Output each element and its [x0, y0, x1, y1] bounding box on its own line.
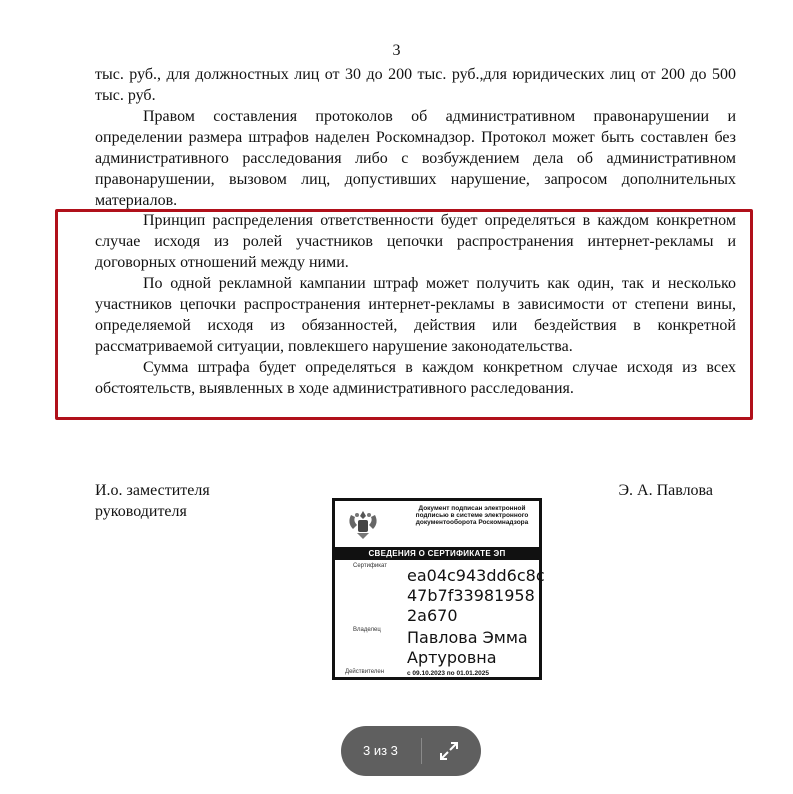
paragraph: тыс. руб., для должностных лиц от 30 до 200 тыс. руб.,для юридических лиц от 200 до 500 тыс. руб.: [95, 66, 736, 104]
cert-value-line: 47b7f33981958: [407, 586, 535, 605]
valid-dates: с 09.10.2023 по 01.01.2025: [407, 670, 489, 677]
stamp-title-bar: СВЕДЕНИЯ О СЕРТИФИКАТЕ ЭП: [335, 547, 539, 560]
cert-label: Сертификат: [353, 563, 387, 569]
signatory-position: [95, 480, 210, 522]
cert-value-line: 2a670: [407, 606, 458, 625]
signatory-name: Э. А. Павлова: [618, 482, 713, 499]
text-block-top: [95, 64, 736, 211]
owner-label: Владелец: [353, 627, 381, 633]
coat-of-arms-icon: [343, 507, 383, 543]
valid-label: Действителен: [345, 669, 385, 675]
pager-divider: [421, 738, 422, 764]
position-line: руководителя: [95, 503, 187, 520]
page-pager: [341, 726, 481, 776]
owner-value-line: Павлова Эмма: [407, 628, 528, 647]
page-number: 3: [392, 42, 401, 59]
position-line: И.о. заместителя: [95, 482, 210, 499]
stamp-header: Документ подписан электронной подписью в системе электронного документооборота Роскомнадзора: [415, 505, 529, 526]
paragraph: Сумма штрафа будет определяться в каждом конкретном случае исходя из всех обстоятельств, выявленных в ходе административного расследования.: [95, 359, 736, 397]
cert-value-line: ea04c943dd6c8c: [407, 566, 545, 585]
text-block-highlighted: [95, 210, 736, 399]
paragraph: По одной рекламной кампании штраф может получить как один, так и несколько участников цепочки распространения интернет-рекламы в зависимости от степени вины, определяемой исходя из обязанностей, действия или бездействия в конкретной рассматриваемой ситуации, повлекшего нарушение законодательства.: [95, 275, 736, 355]
paragraph: Принцип распределения ответственности будет определяться в каждом конкретном случае исходя из ролей участников цепочки распространения интернет-рекламы и договорных отношений между ними.: [95, 212, 736, 271]
paragraph: Правом составления протоколов об административном правонарушении и определении размера штрафов наделен Роскомнадзор. Протокол может быть составлен без административного расследования либо с возбуждением дела об административном правонарушении, вызовом лиц, допустивших нарушение, запросом дополнительных материалов.: [95, 108, 736, 209]
owner-value-line: Артуровна: [407, 648, 497, 667]
page-counter: 3 из 3: [363, 743, 398, 758]
electronic-signature-stamp: [332, 498, 545, 680]
expand-icon[interactable]: [437, 739, 461, 763]
